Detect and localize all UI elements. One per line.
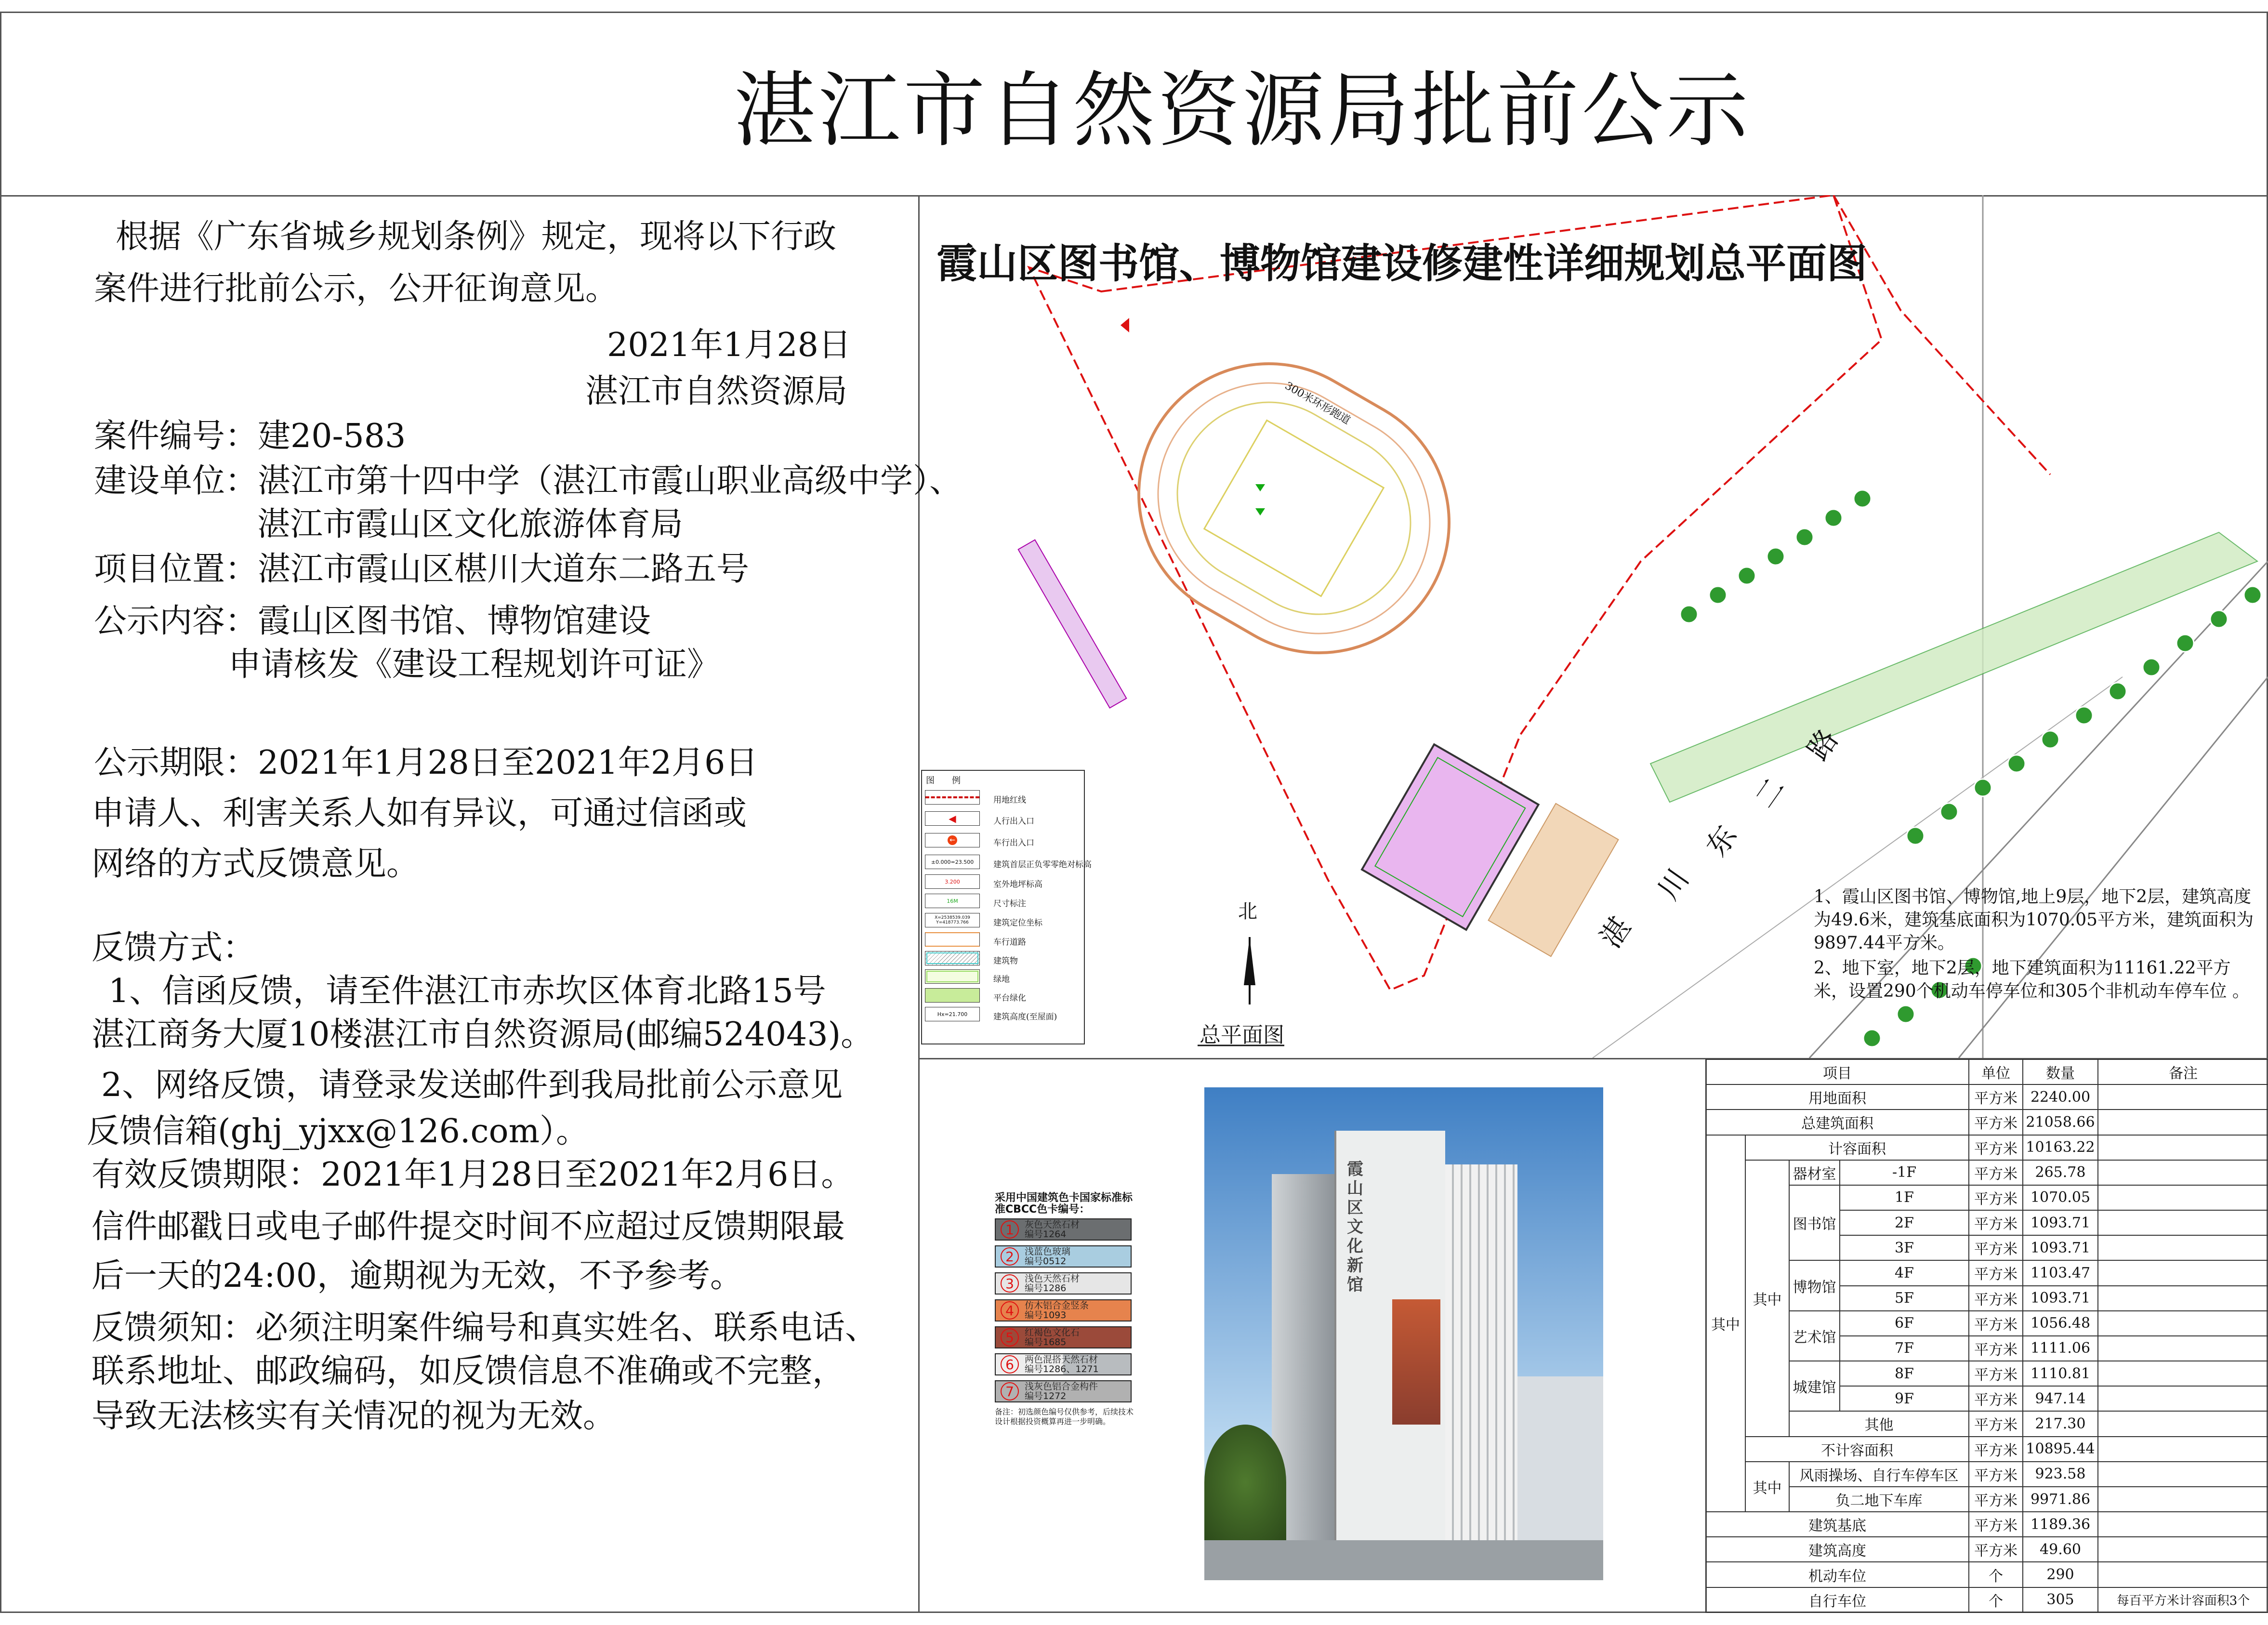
number-badge: 7 <box>1001 1382 1019 1400</box>
table-row: 不计容面积 平方米 10895.44 <box>1706 1437 2268 1462</box>
material-code: 编号1286 <box>1025 1283 1067 1294</box>
table-row: 7F 平方米 1111.06 <box>1706 1336 2268 1361</box>
height-swatch: Hx=21.700 <box>925 1007 980 1021</box>
notice-line: 信件邮戳日或电子邮件提交时间不应超过反馈期限最 <box>92 1208 845 1246</box>
table-row: 其他 平方米 217.30 <box>1706 1411 2268 1436</box>
table-row: 其中 计容面积 平方米 10163.22 <box>1706 1135 2268 1160</box>
color-card-item <box>995 1353 1132 1375</box>
project-location: 项目位置：湛江市霞山区椹川大道东二路五号 <box>94 550 750 588</box>
construction-unit: 建设单位：湛江市第十四中学（湛江市霞山职业高级中学）、 <box>94 462 963 500</box>
color-card-heading: 采用中国建筑色卡国家标准标准CBCC色卡编号： <box>995 1192 1133 1215</box>
table-row: 图书馆 1F 平方米 1070.05 <box>1706 1185 2268 1210</box>
color-card-item <box>995 1326 1132 1348</box>
material-code: 编号0512 <box>1025 1256 1067 1267</box>
table-header: 项目 单位 数量 备注 <box>1706 1059 2268 1084</box>
table-row: 9F 平方米 947.14 <box>1706 1386 2268 1411</box>
table-row: 机动车位 个 290 <box>1706 1562 2268 1587</box>
material-code: 编号1264 <box>1025 1229 1067 1240</box>
material-name: 浅灰色铝合金构件 <box>1025 1381 1098 1392</box>
vehicle-entrance-icon: ← <box>925 833 980 847</box>
color-card-item <box>995 1299 1132 1321</box>
notice-issuer: 湛江市自然资源局 <box>585 372 848 410</box>
pedestrian-entrance-icon: ◀ <box>925 811 980 826</box>
legend-item: Hx=21.700 建筑高度(至屋面) <box>925 1007 1079 1022</box>
color-card <box>995 1192 1134 1427</box>
color-card-item <box>995 1380 1132 1402</box>
color-card-item <box>995 1245 1132 1268</box>
table-row: 2F 平方米 1093.71 <box>1706 1210 2268 1235</box>
platform-green-swatch <box>925 988 980 1003</box>
feedback-requirements: 反馈须知：必须注明案件编号和真实姓名、联系电话、 <box>92 1309 878 1347</box>
elevation-swatch: ±0.000=23.500 <box>925 855 980 869</box>
note-item: 2、地下室，地下2层，地下建筑面积为11161.22平方米，设置290个机动车停车位和305个非机动车停车位 。 <box>1814 958 2250 1001</box>
material-name: 红褐色文化石 <box>1025 1327 1080 1338</box>
legend-item: 用地红线 <box>925 790 1079 806</box>
site-plan-title: 霞山区图书馆、博物馆建设修建性详细规划总平面图 <box>936 240 1868 287</box>
dimension-swatch: 16M <box>925 894 980 908</box>
material-name: 浅色天然石材 <box>1025 1273 1080 1284</box>
legend-item: ±0.000=23.500 建筑首层正负零零绝对标高 <box>925 855 1079 870</box>
table-row: 其中 风雨操场、自行车停车区 平方米 923.58 <box>1706 1462 2268 1487</box>
green-space-swatch <box>925 969 980 984</box>
facade-accent <box>1392 1299 1440 1425</box>
material-code: 编号1685 <box>1025 1337 1067 1348</box>
building-rendering <box>1204 1087 1603 1580</box>
legend-item: X=2538539.039 Y=418773.766 建筑定位坐标 <box>925 913 1079 928</box>
notice-content: 公示内容：霞山区图书馆、博物馆建设 <box>94 602 651 640</box>
note-item: 1、霞山区图书馆、博物馆,地上9层，地下2层，建筑高度为49.6米，建筑基底面积为1070.05平方米，建筑面积为9897.44平方米。 <box>1814 887 2254 953</box>
legend-item: 3.200 室外地坪标高 <box>925 874 1079 890</box>
number-badge: 4 <box>1001 1301 1019 1320</box>
number-badge: 6 <box>1001 1355 1019 1374</box>
feedback-email-address: 反馈信箱(ghj_yjxx@126.com）。 <box>87 1112 589 1150</box>
table-row: 建筑高度 平方米 49.60 <box>1706 1537 2268 1562</box>
legend-item: 16M 尺寸标注 <box>925 894 1079 909</box>
feedback-mail: 1、信函反馈，请至件湛江市赤坎区体育北路15号 <box>108 972 826 1010</box>
number-badge: 1 <box>1001 1220 1019 1239</box>
construction-unit-2: 湛江市霞山区文化旅游体育局 <box>257 505 684 543</box>
table-row: 负二地下车库 平方米 9971.86 <box>1706 1487 2268 1512</box>
feedback-period: 有效反馈期限：2021年1月28日至2021年2月6日。 <box>92 1156 854 1194</box>
case-number: 案件编号：建20-583 <box>94 417 406 455</box>
legend-item: 绿地 <box>925 969 1079 985</box>
material-name: 两色混搭天然石材 <box>1025 1354 1098 1365</box>
notice-content-2: 申请核发《建设工程规划许可证》 <box>228 646 720 684</box>
material-name: 灰色天然石材 <box>1025 1219 1080 1230</box>
site-plan-legend <box>921 770 1092 1044</box>
table-row: 总建筑面积 平方米 21058.66 <box>1706 1110 2268 1135</box>
legend-item: 平台绿化 <box>925 988 1079 1004</box>
building-sign: 霞山区文化新馆 <box>1347 1160 1363 1295</box>
tree <box>1204 1425 1286 1540</box>
color-card-note: 备注：初选颜色编号仅供参考，后续技术设计根据投资概算再进一步明确。 <box>995 1407 1134 1426</box>
number-badge: 5 <box>1001 1328 1019 1347</box>
table-row: 博物馆 4F 平方米 1103.47 <box>1706 1260 2268 1285</box>
site-plan-notes <box>1814 885 2262 1003</box>
legend-item: ◀ 人行出入口 <box>925 811 1079 827</box>
legend-item: 车行道路 <box>925 932 1079 948</box>
table-row: 其中 器材室 -1F 平方米 265.78 <box>1706 1160 2268 1185</box>
table-row: 艺术馆 6F 平方米 1056.48 <box>1706 1311 2268 1336</box>
background-building <box>1517 1376 1603 1540</box>
table-row: 3F 平方米 1093.71 <box>1706 1235 2268 1260</box>
street <box>1204 1540 1603 1580</box>
material-code: 编号1286、1271 <box>1025 1364 1099 1374</box>
indicator-table <box>1705 1059 2268 1613</box>
notice-line: 网络的方式反馈意见。 <box>92 845 420 883</box>
color-card-item <box>995 1272 1132 1295</box>
notice-line: 根据《广东省城乡规划条例》规定，现将以下行政 <box>116 218 837 256</box>
north-label: 北 <box>1238 900 1257 923</box>
color-card-item <box>995 1218 1132 1241</box>
notice-period: 公示期限：2021年1月28日至2021年2月6日 <box>94 744 758 782</box>
table-row: 城建馆 8F 平方米 1110.81 <box>1706 1361 2268 1386</box>
material-code: 编号1272 <box>1025 1391 1067 1401</box>
notice-date: 2021年1月28日 <box>607 326 851 364</box>
building-swatch <box>925 951 980 965</box>
notice-line: 联系地址、邮政编码，如反馈信息不准确或不完整， <box>92 1352 845 1390</box>
legend-item: 建筑物 <box>925 951 1079 966</box>
feedback-email: 2、网络反馈，请登录发送邮件到我局批前公示意见 <box>101 1066 843 1104</box>
notice-line: 后一天的24:00，逾期视为无效，不予参考。 <box>92 1257 743 1295</box>
track-label: 300米环形跑道 <box>1282 380 1353 427</box>
legend-heading: 图 例 <box>926 776 961 786</box>
table-row: 自行车位 个 305 每百平方米计容面积3个 <box>1706 1587 2268 1612</box>
table-row: 建筑基底 平方米 1189.36 <box>1706 1512 2268 1537</box>
material-name: 浅蓝色玻璃 <box>1025 1246 1071 1257</box>
notice-line: 案件进行批前公示，公开征询意见。 <box>94 270 619 308</box>
material-name: 仿木铝合金竖条 <box>1025 1300 1089 1311</box>
ground-level-swatch: 3.200 <box>925 874 980 889</box>
notice-line: 申请人、利害关系人如有异议，可通过信函或 <box>92 794 747 832</box>
road-swatch <box>925 932 980 947</box>
feedback-heading: 反馈方式： <box>92 929 256 967</box>
building-right-wing <box>1445 1164 1517 1540</box>
number-badge: 3 <box>1001 1274 1019 1293</box>
table-row: 5F 平方米 1093.71 <box>1706 1286 2268 1311</box>
red-line-swatch <box>925 790 980 805</box>
coordinate-swatch: X=2538539.039 Y=418773.766 <box>925 913 980 927</box>
legend-item: ← 车行出入口 <box>925 833 1079 848</box>
feedback-mail-2: 湛江商务大厦10楼湛江市自然资源局(邮编524043)。 <box>92 1016 874 1054</box>
site-plan-caption: 总平面图 <box>1200 1023 1284 1047</box>
number-badge: 2 <box>1001 1247 1019 1266</box>
page-title: 湛江市自然资源局批前公示 <box>733 63 1751 159</box>
table-row: 用地面积 平方米 2240.00 <box>1706 1084 2268 1110</box>
notice-line: 导致无法核实有关情况的视为无效。 <box>92 1397 616 1435</box>
material-code: 编号1093 <box>1025 1310 1067 1321</box>
